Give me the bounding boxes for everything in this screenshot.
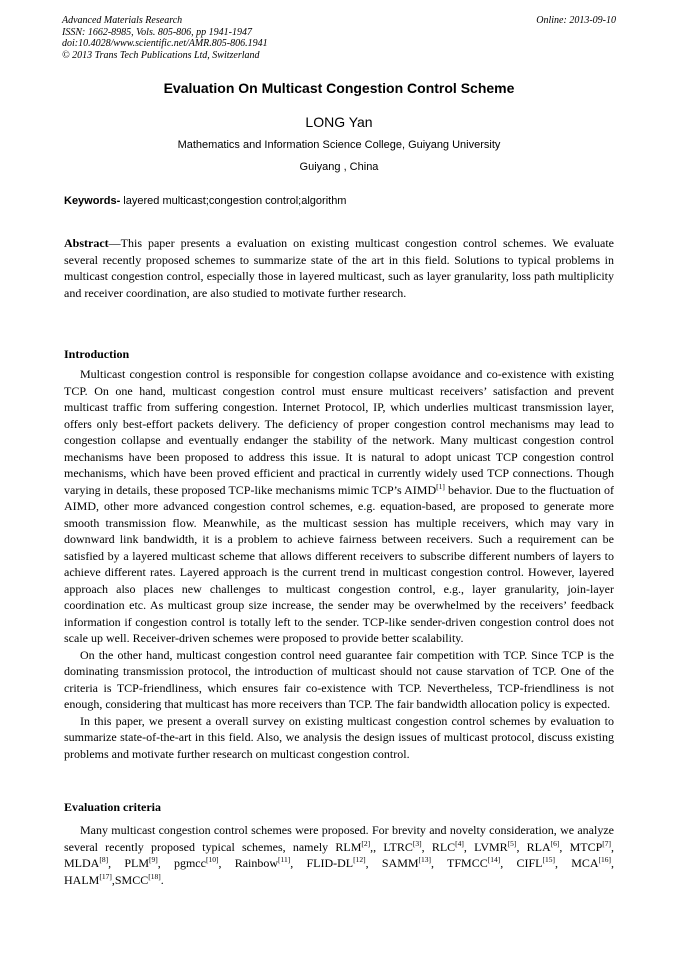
journal-doi: doi:10.4028/www.scientific.net/AMR.805-806.1941 xyxy=(62,38,268,49)
scheme-name: TFMCC xyxy=(447,856,488,870)
scheme-name: SMCC xyxy=(114,872,149,887)
scheme-name: RLC xyxy=(431,839,456,854)
scheme-name: MTCP xyxy=(569,839,603,854)
author-location: Guiyang , China xyxy=(299,161,379,173)
scheme-separator: , xyxy=(559,839,570,854)
intro-p1-text-a: Multicast congestion control is responsible for congestion collapse avoidance and co-existence with existing TCP. On one hand, multicast congestion control must ensure multicast receivers’ satisfaction and prevent multicast traffic from suffering congestion. Internet Protocol, IP, which underlies multicast transmission layer, offers only best-effort packets delivery. The deficiency of proper congestion control mechanisms may lead to congestion collapse and eventually endanger the stability of the network. Many multicast congestion control mechanisms have been proposed to address this issue. It is natural to adopt unicast TCP congestion control mechanisms, which have been proved efficient and practical in currently widely used TCP connections. Though varying in details, these proposed TCP-like mechanisms mimic TCP’s AIMD xyxy=(64,367,614,497)
scheme-citation: [14] xyxy=(487,855,501,864)
scheme-name: SAMM xyxy=(381,856,419,870)
scheme-separator: , xyxy=(516,839,527,854)
journal-name: Advanced Materials Research xyxy=(62,15,183,26)
intro-p1-text-b: behavior. Due to the fluctuation of AIMD, other more advanced congestion control schemes, e.g. equation-based, are proposed to generate more smooth transmission flow. Meanwhile, as the multicast session has multiple receivers, which may vary in downward link bandwidth, it is a problem to achieve fairness between receivers. Such a requirement can be satisfied by a layered multicast scheme that allows different receivers to subscribe different numbers of layers to achieve different rates. Layered approach is the current trend in multicast congestion control. However, layered approach also places new challenges to multicast congestion control, e.g., layer granularity, join-layer coordination etc. As multicast group size increase, the sender may be overwhelmed by the receivers’ feedback information if congestion control is totally left to the sender. TCP-like sender-driven congestion control does not scale up well. Receiver-driven schemes were proposed to provide better scalability. xyxy=(64,482,614,645)
paper-title: Evaluation On Multicast Congestion Control Scheme xyxy=(163,80,515,96)
scheme-separator: , xyxy=(421,839,432,854)
scheme-separator: , xyxy=(290,856,307,870)
keywords-text: layered multicast;congestion control;algorithm xyxy=(120,195,347,207)
abstract xyxy=(64,235,614,301)
scheme-citation: [7] xyxy=(602,838,611,848)
scheme-name: CIFL xyxy=(516,856,543,870)
scheme-citation: [5] xyxy=(507,838,517,848)
evaluation-paragraph xyxy=(64,822,614,888)
scheme-citation: [4] xyxy=(455,838,464,848)
scheme-citation: [9] xyxy=(149,855,158,864)
scheme-separator: , xyxy=(157,856,174,870)
scheme-separator: , xyxy=(111,872,115,887)
introduction-heading: Introduction xyxy=(64,347,130,361)
scheme-name: PLM xyxy=(124,856,149,870)
author-name: LONG Yan xyxy=(305,114,373,130)
evaluation-heading: Evaluation criteria xyxy=(64,800,161,814)
online-date: Online: 2013-09-10 xyxy=(536,15,616,26)
scheme-citation: [17] xyxy=(99,871,112,881)
scheme-name: HALM xyxy=(64,872,100,887)
keywords xyxy=(64,195,346,207)
scheme-citation: [8] xyxy=(99,855,109,864)
introduction-body xyxy=(64,366,614,762)
scheme-name: MCA xyxy=(571,856,599,870)
author-affiliation: Mathematics and Information Science College, Guiyang University xyxy=(177,139,501,151)
scheme-separator: , xyxy=(218,856,235,870)
scheme-citation: [16] xyxy=(598,855,612,864)
scheme-citation: [18] xyxy=(148,871,161,881)
evaluation-lead: Many multicast congestion control schemes were proposed. For brevity and novelty consideration, we analyze several recently proposed typical schemes, namely xyxy=(64,823,614,854)
journal-copyright: © 2013 Trans Tech Publications Ltd, Switzerland xyxy=(62,49,260,61)
scheme-citation: [6] xyxy=(550,838,560,848)
scheme-name: Rainbow xyxy=(234,856,279,870)
abstract-text: —This paper presents a evaluation on existing multicast congestion control schemes. We evaluate several recently proposed schemes to summarize state of the art in this field. Solutions to typical problems in multicast congestion control, especially those in layered multicast, such as layer granularity, loss path multiplicity and receiver coordination, are also studied to motivate further research. xyxy=(64,236,614,300)
scheme-separator: , xyxy=(554,856,572,870)
scheme-citation: [13] xyxy=(418,855,432,864)
abstract-label: Abstract xyxy=(64,236,109,250)
scheme-citation: [15] xyxy=(542,855,555,864)
introduction-paragraph-1 xyxy=(64,366,614,647)
evaluation-body xyxy=(64,822,614,888)
scheme-separator: . xyxy=(160,872,164,887)
scheme-name: LVMR xyxy=(474,839,508,854)
scheme-separator: ,, xyxy=(370,839,384,854)
scheme-separator: , xyxy=(431,856,448,870)
scheme-name: LTRC xyxy=(383,839,413,854)
scheme-separator: , xyxy=(365,856,382,870)
scheme-separator: , xyxy=(463,839,475,854)
scheme-name: RLA xyxy=(526,839,551,854)
citation-1: [1] xyxy=(436,481,445,491)
journal-issn: ISSN: 1662-8985, Vols. 805-806, pp 1941-1947 xyxy=(62,26,252,38)
scheme-name: pgmcc xyxy=(173,856,206,870)
scheme-citation: [12] xyxy=(353,855,366,864)
keywords-label: Keywords- xyxy=(64,195,121,207)
scheme-name: FLID-DL xyxy=(306,856,354,870)
scheme-separator: , xyxy=(611,839,614,854)
introduction-paragraph-3: In this paper, we present a overall survey on existing multicast congestion control schemes by evaluation to summarize state-of-the-art in this field. Also, we analysis the design issues of multicast protocol, discuss existing problems and motivate further research on multicast congestion control. xyxy=(64,713,614,761)
scheme-citation: [10] xyxy=(205,855,219,864)
scheme-citation: [2] xyxy=(361,838,371,848)
scheme-separator: , xyxy=(108,856,125,870)
scheme-name: MLDA xyxy=(64,856,100,870)
scheme-separator: , xyxy=(500,856,517,870)
scheme-citation: [11] xyxy=(278,855,291,864)
scheme-citation: [3] xyxy=(412,838,422,848)
scheme-separator: , xyxy=(611,856,615,870)
journal-header xyxy=(62,15,618,61)
introduction-paragraph-2: On the other hand, multicast congestion control need guarantee fair competition with TCP. Since TCP is the dominating transmission protocol, the introduction of multicast should not cause starvation of TCP. One of the criteria is TCP-friendliness, which ensures fair co-existence with TCP. Nevertheless, TCP-friendliness is not enough, considering that multicast has more receivers than TCP. The fair bandwidth allocation policy is expected. xyxy=(64,647,614,711)
scheme-name: RLM xyxy=(335,839,362,854)
